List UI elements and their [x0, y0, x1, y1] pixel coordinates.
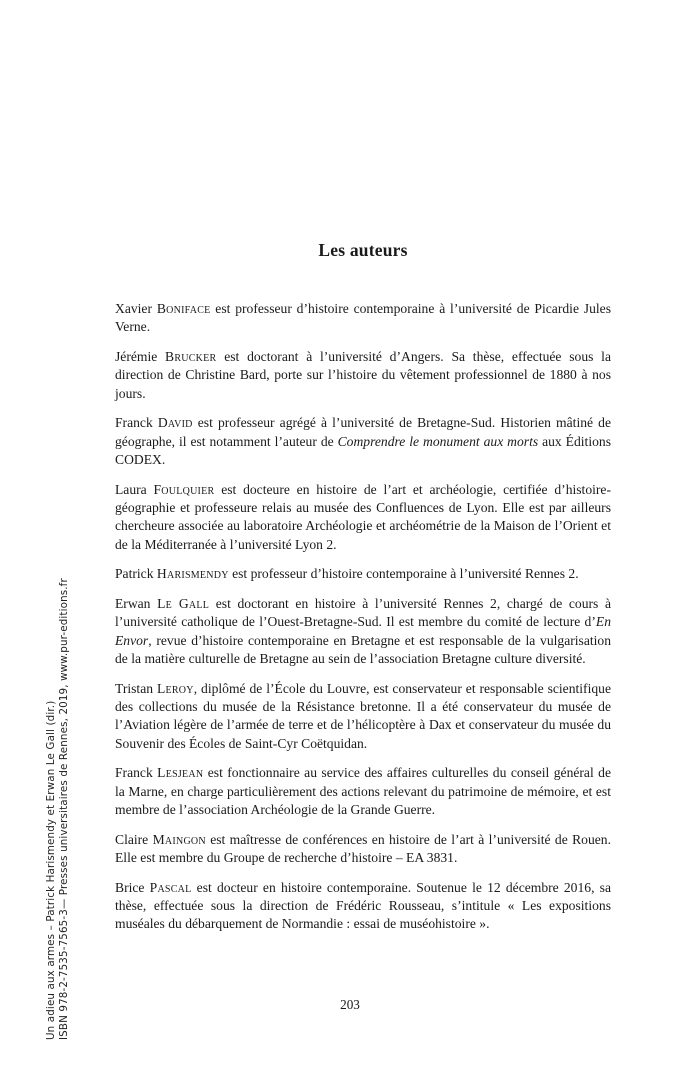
author-firstname: Franck — [115, 765, 158, 781]
author-surname: Foulquier — [153, 481, 215, 497]
author-entry-le-gall — [115, 595, 611, 668]
page-number: 203 — [340, 997, 360, 1012]
author-entry-leroy — [115, 680, 611, 753]
author-entry-maingon — [115, 831, 611, 868]
author-entry-pascal — [115, 879, 611, 934]
author-bio-text: , diplômé de l’École du Louvre, est conservateur et responsable scientifique des collections du musée de la Résistance bretonne. Il a été conservateur du musée de l’Aviation légère de l’armée de terre et de l’hélicoptère à Dax et conservateur du musée du Souvenir des Écoles de Saint-Cyr Coëtquidan. — [115, 680, 611, 751]
cited-work-title: Comprendre le monument aux morts — [337, 433, 539, 449]
author-bio-text: est professeur d’histoire contemporaine à l’université Rennes 2. — [228, 566, 579, 582]
author-bio-text: est fonctionnaire au service des affaires culturelles du conseil général de la Marne, en charge particulièrement des actions relevant du patrimoine de mémoire, et est membre de l’association Archéologie de la Grande Guerre. — [115, 765, 611, 817]
author-surname: Pascal — [149, 879, 192, 895]
author-surname: Le Gall — [157, 596, 210, 612]
author-surname: Lesjean — [157, 765, 204, 781]
author-bio-text-tail: aux Éditions CODEX. — [115, 433, 611, 467]
author-bio-text: est professeur d’histoire contemporaine à l’université de Picardie Jules Verne. — [115, 301, 611, 335]
author-firstname: Laura — [115, 481, 154, 497]
author-firstname: Xavier — [115, 301, 157, 316]
spine-isbn-credit: ISBN 978-2-7535-7565-3— Presses universitaires de Rennes, 2019, www.pur-editions.fr — [58, 578, 70, 1040]
author-entry-foulquier — [115, 481, 611, 554]
author-firstname: Jérémie — [115, 349, 166, 365]
cited-work-title: En Envor — [115, 614, 611, 648]
spine-credits — [0, 0, 70, 1083]
author-entries-list — [115, 261, 611, 934]
spine-book-credit: Un adieu aux armes – Patrick Harismendy et Erwan Le Gall (dir.) — [45, 700, 57, 1040]
author-bio-text: est maîtresse de conférences en histoire de l’art à l’université de Rouen. Elle est membre du Groupe de recherche d’histoire – EA 3831. — [115, 831, 611, 866]
author-firstname: Patrick — [115, 566, 157, 582]
author-firstname: Erwan — [115, 596, 158, 612]
page-title: Les auteurs — [318, 240, 408, 260]
author-bio-text: est docteure en histoire de l’art et archéologie, certifiée d’histoire-géographie et professeure relais au musée des Confluences de Lyon. Elle est par ailleurs chercheure associée au laboratoire Archéologie et archéométrie de la Maison de l’Orient et de la Méditerranée à l’université Lyon 2. — [115, 481, 611, 552]
text-column — [115, 0, 611, 934]
author-bio-text: est docteur en histoire contemporaine. Soutenue le 12 décembre 2016, sa thèse, effectuée sous la direction de Frédéric Rousseau, s’intitule « Les expositions muséales du débarquement de Normandie : essai de muséohistoire ». — [115, 879, 611, 932]
author-entry-lesjean — [115, 764, 611, 819]
author-surname: Harismendy — [156, 566, 229, 582]
author-bio-text-tail: , revue d’histoire contemporaine en Bretagne et est responsable de la vulgarisation de la matière culturelle de Bretagne au sein de l’association Bretagne culture diversité. — [115, 632, 611, 666]
author-entry-david — [115, 414, 611, 469]
author-bio-text: est professeur agrégé à l’université de Bretagne-Sud. Historien mâtiné de géographe, il est notamment l’auteur de — [115, 415, 611, 449]
author-firstname: Claire — [115, 831, 153, 847]
author-surname: Brucker — [165, 349, 217, 365]
author-firstname: Franck — [115, 415, 158, 431]
author-surname: Leroy — [156, 680, 194, 696]
author-surname: Maingon — [152, 831, 206, 847]
author-bio-text: est doctorant en histoire à l’université Rennes 2, chargé de cours à l’université catholique de l’Ouest-Bretagne-Sud. Il est membre du comité de lecture d’ — [115, 596, 611, 630]
author-entry-brucker — [115, 348, 611, 403]
author-entry-boniface — [115, 300, 611, 337]
author-surname: David — [157, 415, 193, 431]
author-firstname: Brice — [115, 879, 150, 895]
author-firstname: Tristan — [115, 680, 157, 696]
author-entry-harismendy — [115, 565, 611, 583]
author-surname: Boniface — [156, 301, 211, 316]
author-bio-text: est doctorant à l’université d’Angers. Sa thèse, effectuée sous la direction de Christine Bard, porte sur l’histoire du vêtement professionnel de 1880 à nos jours. — [115, 349, 611, 401]
